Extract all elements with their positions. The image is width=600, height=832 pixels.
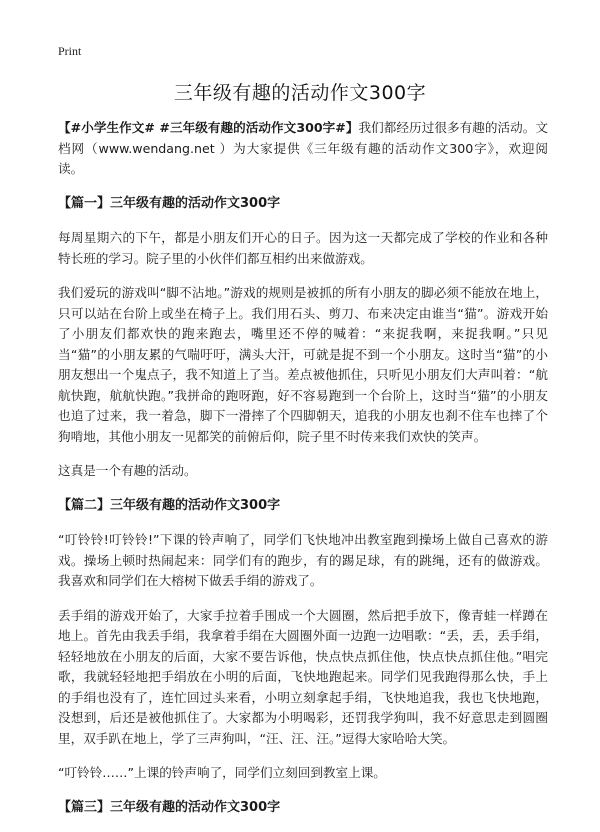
section-2-paragraph-2: 丢手绢的游戏开始了，大家手拉着手围成一个大圆圈，然后把手放下，像青蛙一样蹲在地上。首先由我丢手绢，我拿着手绢在大圆圈外面一边跑一边唱歌：“丢，丢，丢手绢，轻轻地放在小朋友的后面，大家不要告诉他，快点快点抓住他，快点快点抓住他。”唱完歌，我就轻轻地把手绢放在小明的后面，飞快地跑起来。同学们见我跑得那么快，手上的手绢也没有了，连忙回过头来看，小明立刻拿起手绢，飞快地追我，我也飞快地跑，没想到，后还是被他抓住了。大家都为小明喝彩，还罚我学狗叫，我不好意思走到圆圈里，双手趴在地上，学了三声狗叫，“汪、汪、汪。”逗得大家哈哈大笑。 — [58, 607, 548, 746]
section-heading-2: 【篇二】三年级有趣的活动作文300字 — [58, 497, 281, 513]
document-body — [58, 118, 548, 832]
section-1-paragraph-1: 每周星期六的下午，都是小朋友们开心的日子。因为这一天都完成了学校的作业和各种特长班的学习。院子里的小伙伴们都互相约出来做游戏。 — [58, 230, 548, 266]
intro-paragraph — [58, 118, 548, 180]
section-2-paragraph-3: “叮铃铃……”上课的铃声响了，同学们立刻回到教室上课。 — [58, 765, 386, 780]
print-label: Print — [58, 44, 82, 58]
section-2-paragraph-1: “叮铃铃!叮铃铃!”下课的铃声响了，同学们飞快地冲出教室跑到操场上做自己喜欢的游戏。操场上顿时热闹起来：同学们有的跑步，有的踢足球，有的跳绳，还有的做游戏。我喜欢和同学们在大榕树下做丢手绢的游戏了。 — [58, 532, 548, 588]
section-heading-3: 【篇三】三年级有趣的活动作文300字 — [58, 799, 281, 815]
section-heading-1: 【篇一】三年级有趣的活动作文300字 — [58, 195, 281, 211]
intro-tag: 【#小学生作文# #三年级有趣的活动作文300字#】 — [58, 120, 359, 135]
intro-text: 我们都经历过很多有趣的活动。文档网（www.wendang.net ）为大家提供《三年级有趣的活动作文300字》，欢迎阅读。 — [58, 120, 548, 176]
section-1-paragraph-2: 我们爱玩的游戏叫“脚不沾地。”游戏的规则是被抓的所有小朋友的脚必须不能放在地上，只可以站在台阶上或坐在椅子上。我们用石头、剪刀、布来决定由谁当“猫”。游戏开始了小朋友们都欢快的跑来跑去，嘴里还不停的喊着：“来捉我啊，来捉我啊。”只见当“猫”的小朋友累的气喘吁吁，满头大汗，可就是捉不到一个小朋友。这时当“猫”的小朋友想出一个鬼点子，我不知道上了当。差点被他抓住，只听见小朋友们大声叫着：“航航快跑，航航快跑。”我拼命的跑呀跑，好不容易跑到一个台阶上，这时当“猫”的小朋友也追了过来，我一着急，脚下一滑摔了个四脚朝天，追我的小朋友也刹不住车也摔了个狗啃地，其他小朋友一见都笑的前俯后仰，院子里不时传来我们欢快的笑声。 — [58, 285, 548, 444]
page-title: 三年级有趣的活动作文300字 — [173, 82, 427, 104]
section-1-paragraph-3: 这真是一个有趣的活动。 — [58, 463, 197, 478]
